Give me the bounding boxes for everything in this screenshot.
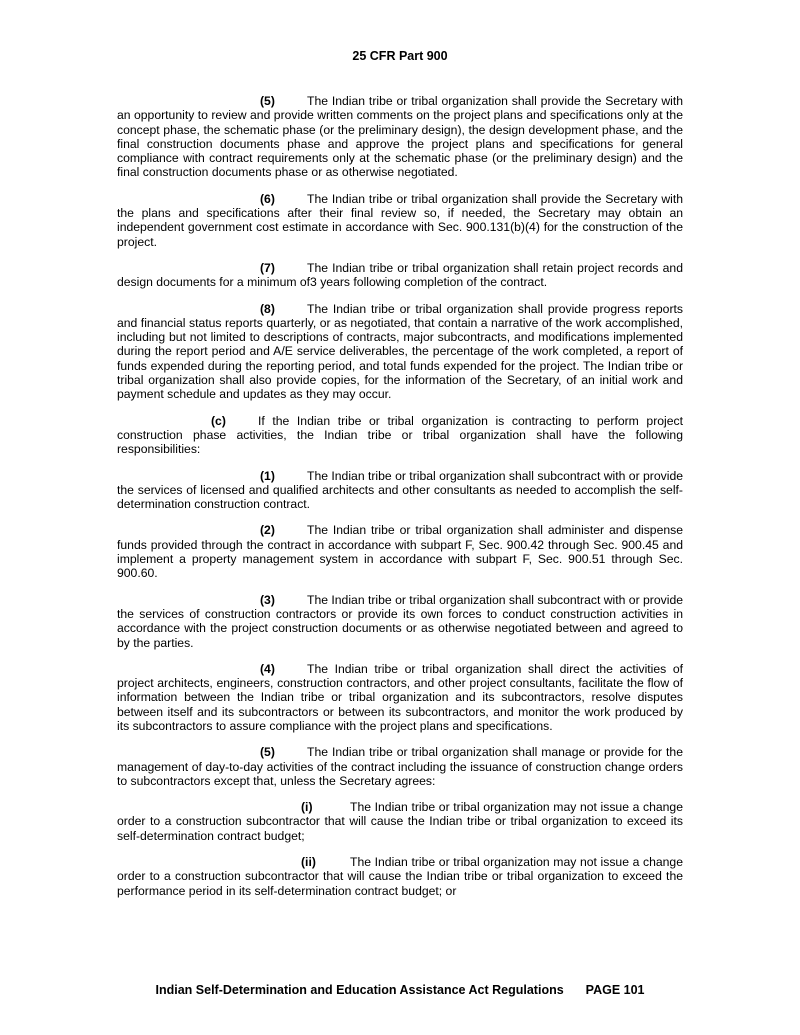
paragraph-8 — [117, 302, 683, 402]
paragraph-number: (4) — [260, 661, 275, 676]
paragraph-text: The Indian tribe or tribal organization shall provide progress reports and financial status reports quarterly, or as negotiated, that contain a narrative of the work accomplished, including but not limited to descriptions of contracts, major subcontracts, and modifications implemented during the report period and A/E service deliverables, the percentage of the work completed, a report of funds expended during the reporting period, and total funds expended for the project. The Indian tribe or tribal organization shall also provide copies, for the information of the Secretary, of an initial work and payment schedule and updates as they may occur. — [117, 301, 683, 402]
paragraph-number: (1) — [260, 468, 275, 483]
paragraph-5 — [117, 94, 683, 180]
paragraph-number: (2) — [260, 523, 275, 538]
page-header: 25 CFR Part 900 — [352, 49, 448, 63]
paragraph-c-2 — [117, 523, 683, 580]
paragraph-text: The Indian tribe or tribal organization shall subcontract with or provide the services of licensed and qualified architects and other consultants as needed to accomplish the self-determination construction contract. — [117, 468, 683, 512]
paragraph-text: The Indian tribe or tribal organization shall administer and dispense funds provided through the contract in accordance with subpart F, Sec. 900.42 through Sec. 900.45 and implement a property management system in accordance with subpart F, Sec. 900.51 through Sec. 900.60. — [117, 523, 683, 581]
paragraph-number: (6) — [260, 191, 275, 206]
page-number: PAGE 101 — [585, 983, 645, 997]
paragraph-number: (i) — [301, 800, 313, 815]
paragraph-text: The Indian tribe or tribal organization may not issue a change order to a construction subcontractor that will cause the Indian tribe or tribal organization to exceed its self-determination contract budget; — [117, 800, 683, 843]
paragraph-c — [117, 414, 683, 457]
paragraph-number: (5) — [260, 745, 275, 760]
paragraph-text: The Indian tribe or tribal organization shall retain project records and design documents for a minimum of3 years following completion of the contract. — [117, 260, 683, 290]
paragraph-text: The Indian tribe or tribal organization shall provide the Secretary with an opportunity to review and provide written comments on the project plans and specifications only at the concept phase, the schematic phase (or the preliminary design), the design development phase, and the final construction documents phase and approve the project plans and specifications for general compliance with contract requirements only at the schematic phase (or the preliminary design) and the final construction documents phase or as otherwise negotiated. — [117, 94, 683, 180]
paragraph-text: The Indian tribe or tribal organization shall provide the Secretary with the plans and specifications after their final review so, if needed, the Secretary may obtain an independent government cost estimate in accordance with Sec. 900.131(b)(4) for the construction of the project. — [117, 191, 683, 249]
paragraph-number: (8) — [260, 301, 275, 316]
paragraph-c-3 — [117, 593, 683, 650]
paragraph-number: (3) — [260, 592, 275, 607]
paragraph-number: (7) — [260, 260, 275, 275]
paragraph-number: (c) — [211, 413, 226, 428]
paragraph-number: (ii) — [301, 855, 316, 870]
paragraph-text: The Indian tribe or tribal organization shall subcontract with or provide the services of construction contractors or provide its own forces to conduct construction activities in accordance with the project construction documents or as otherwise negotiated between and agreed to by the parties. — [117, 592, 683, 650]
paragraph-text: The Indian tribe or tribal organization shall direct the activities of project architects, engineers, construction contractors, and other project consultants, facilitate the flow of information between the Indian tribe or tribal organization and its subcontractors, resolve disputes between itself and its subcontractors or between its subcontractors, and monitor the work produced by its subcontractors to assure compliance with the project plans and specifications. — [117, 661, 683, 733]
paragraph-text: If the Indian tribe or tribal organization is contracting to perform project construction phase activities, the Indian tribe or tribal organization shall have the following responsibilities: — [117, 413, 683, 457]
paragraph-text: The Indian tribe or tribal organization shall manage or provide for the management of day-to-day activities of the contract including the issuance of construction change orders to subcontractors except that, unless the Secretary agrees: — [117, 745, 683, 788]
document-body — [117, 94, 683, 910]
paragraph-c-1 — [117, 469, 683, 512]
paragraph-c-5 — [117, 745, 683, 788]
paragraph-6 — [117, 192, 683, 249]
paragraph-c-5-i — [117, 800, 683, 843]
paragraph-text: The Indian tribe or tribal organization may not issue a change order to a construction subcontractor that will cause the Indian tribe or tribal organization to exceed the performance period in its self-determination contract budget; or — [117, 855, 683, 898]
footer-title: Indian Self-Determination and Education Assistance Act Regulations — [155, 983, 564, 997]
paragraph-number: (5) — [260, 94, 275, 108]
paragraph-7 — [117, 261, 683, 290]
paragraph-c-4 — [117, 662, 683, 733]
paragraph-c-5-ii — [117, 855, 683, 898]
page-footer — [0, 983, 800, 997]
